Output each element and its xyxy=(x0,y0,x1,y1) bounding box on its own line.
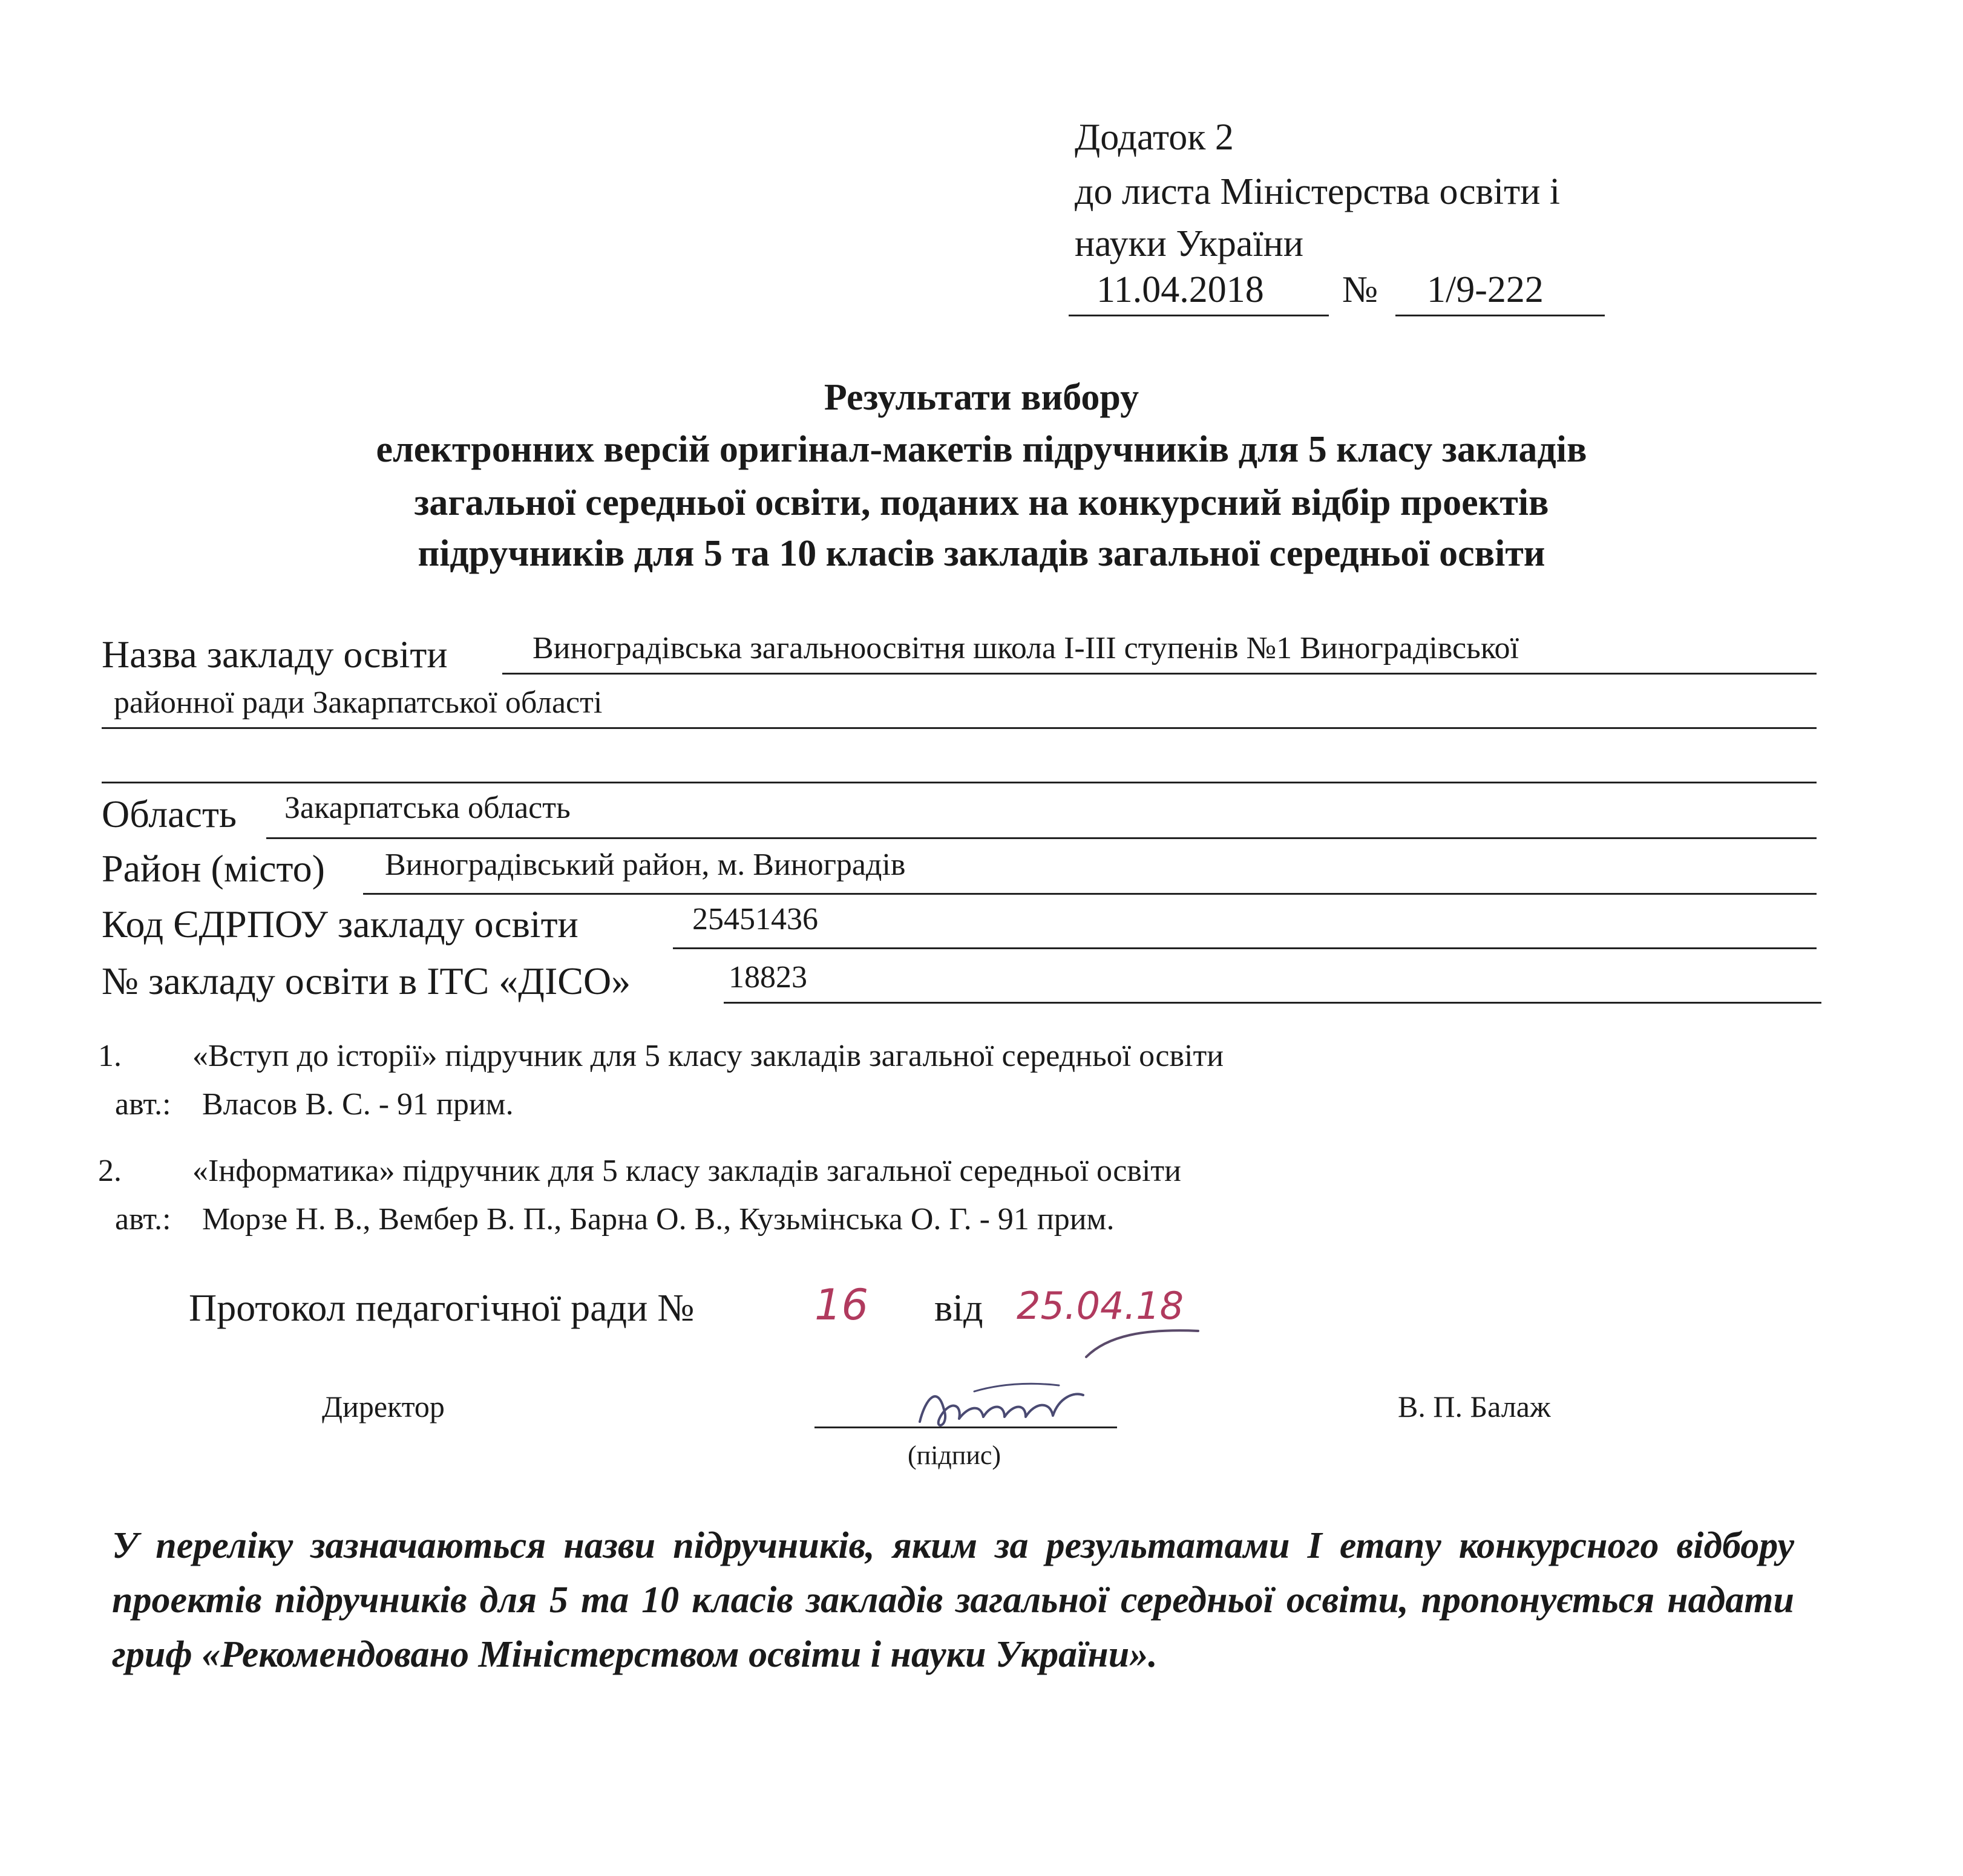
appendix-date: 11.04.2018 xyxy=(1096,269,1264,310)
book-2-authors-label: авт.: xyxy=(115,1202,171,1237)
book-1-title: «Вступ до історії» підручник для 5 класу закладів загальної середньої освіти xyxy=(192,1039,1224,1073)
book-2-authors: Морзе Н. В., Вембер В. П., Барна О. В., Кузьмінська О. Г. - 91 прим. xyxy=(202,1202,1115,1237)
region-label: Область xyxy=(102,793,237,835)
appendix-line-2: до листа Міністерства освіти і xyxy=(1075,171,1561,212)
school-name-value: Виноградівська загальноосвітня школа І-ІІІ ступенів №1 Виноградівської xyxy=(533,631,1519,665)
protocol-label: Протокол педагогічної ради № xyxy=(189,1286,695,1329)
book-2-number: 2. xyxy=(98,1154,122,1188)
region-underline xyxy=(266,837,1817,839)
protocol-number: 16 xyxy=(814,1280,869,1330)
school-name-value-cont: районної ради Закарпатської області xyxy=(114,685,603,720)
school-name-underline-3 xyxy=(102,782,1817,783)
document-subtitle-line-1: електронних версій оригінал-макетів підручників для 5 класу закладів xyxy=(376,429,1587,470)
district-value: Виноградівський район, м. Виноградів xyxy=(385,848,906,882)
document-title: Результати вибору xyxy=(824,377,1139,418)
diso-underline xyxy=(724,1002,1821,1004)
signature-caption: (підпис) xyxy=(908,1440,1001,1470)
appendix-number-underline xyxy=(1395,315,1605,316)
book-1-authors-label: авт.: xyxy=(115,1087,171,1122)
edrpou-value: 25451436 xyxy=(692,902,818,936)
district-underline xyxy=(363,893,1817,895)
signature-underline xyxy=(814,1427,1117,1428)
book-1-number: 1. xyxy=(98,1039,122,1073)
director-role: Директор xyxy=(322,1390,445,1423)
appendix-number-sign: № xyxy=(1342,269,1378,310)
diso-label: № закладу освіти в ІТС «ДІСО» xyxy=(102,959,631,1002)
document-subtitle-line-2: загальної середньої освіти, поданих на конкурсний відбір проектів xyxy=(414,482,1549,523)
appendix-number: 1/9-222 xyxy=(1427,269,1544,310)
school-name-underline xyxy=(502,673,1817,675)
edrpou-label: Код ЄДРПОУ закладу освіти xyxy=(102,903,578,946)
edrpou-underline xyxy=(673,947,1817,949)
book-2-title: «Інформатика» підручник для 5 класу закладів загальної середньої освіти xyxy=(192,1154,1181,1188)
district-label: Район (місто) xyxy=(102,847,325,890)
handwritten-stroke xyxy=(1083,1324,1204,1360)
book-1-authors: Власов В. С. - 91 прим. xyxy=(202,1087,514,1122)
region-value: Закарпатська область xyxy=(284,791,571,825)
diso-value: 18823 xyxy=(729,960,807,995)
protocol-date: 25.04.18 xyxy=(1017,1284,1184,1328)
footnote: У переліку зазначаються назви підручників, яким за результатами І етапу конкурсного відбору проектів підручників для 5 та 10 класів закладів загальної середньої освіти, пропонується надати гриф «Рекомендовано Міністерством освіти і науки України». xyxy=(112,1525,1794,1675)
school-name-label: Назва закладу освіти xyxy=(102,633,448,676)
school-name-underline-2 xyxy=(102,727,1817,729)
document-subtitle-line-3: підручників для 5 та 10 класів закладів загальної середньої освіти xyxy=(418,533,1545,574)
appendix-line-3: науки України xyxy=(1075,223,1304,264)
appendix-date-underline xyxy=(1069,315,1329,316)
director-name: В. П. Балаж xyxy=(1398,1390,1551,1423)
handwritten-signature xyxy=(908,1373,1101,1440)
protocol-from-label: від xyxy=(934,1286,983,1329)
appendix-title: Додаток 2 xyxy=(1075,117,1234,158)
